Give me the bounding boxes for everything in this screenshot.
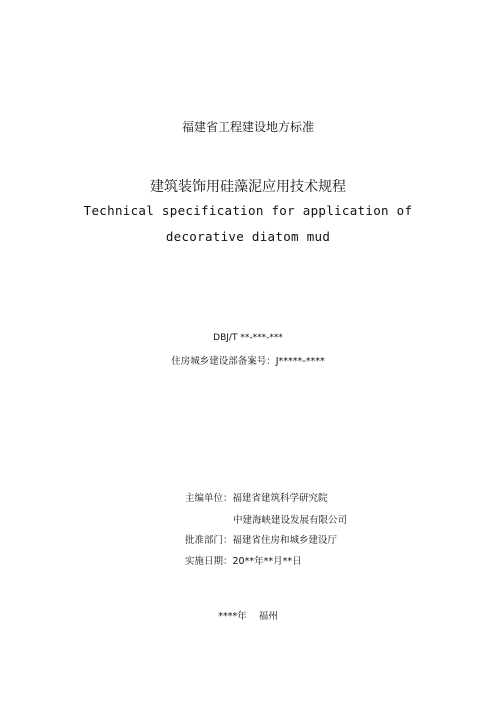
footer: [0, 608, 496, 622]
effective-date: 20**年**月**日: [232, 556, 302, 567]
title-english-line2: decorative diatom mud: [165, 229, 331, 244]
footer-year: ****年: [218, 611, 247, 622]
editor-unit-2: 中建海峡建设发展有限公司: [233, 515, 348, 526]
title-chinese: 建筑装饰用硅藻泥应用技术规程: [150, 179, 346, 195]
editor-row: [185, 490, 328, 504]
date-label: 实施日期：: [185, 556, 233, 567]
editor-row-2: [233, 512, 347, 526]
footer-city: 福州: [258, 611, 278, 622]
editor-unit-1: 福建省建筑科学研究院: [232, 493, 328, 504]
title-english-line1: Technical specification for application of: [83, 203, 413, 218]
editor-label: 主编单位：: [185, 493, 233, 504]
record-number: 住房城乡建设部备案号：J*****-****: [171, 356, 325, 367]
standard-category: 福建省工程建设地方标准: [181, 120, 314, 134]
approver-row: [185, 532, 337, 546]
standard-code: DBJ/T **-***-***: [213, 333, 283, 343]
approver-label: 批准部门：: [185, 535, 233, 546]
date-row: [185, 553, 302, 567]
approver-dept: 福建省住房和城乡建设厅: [232, 535, 338, 546]
